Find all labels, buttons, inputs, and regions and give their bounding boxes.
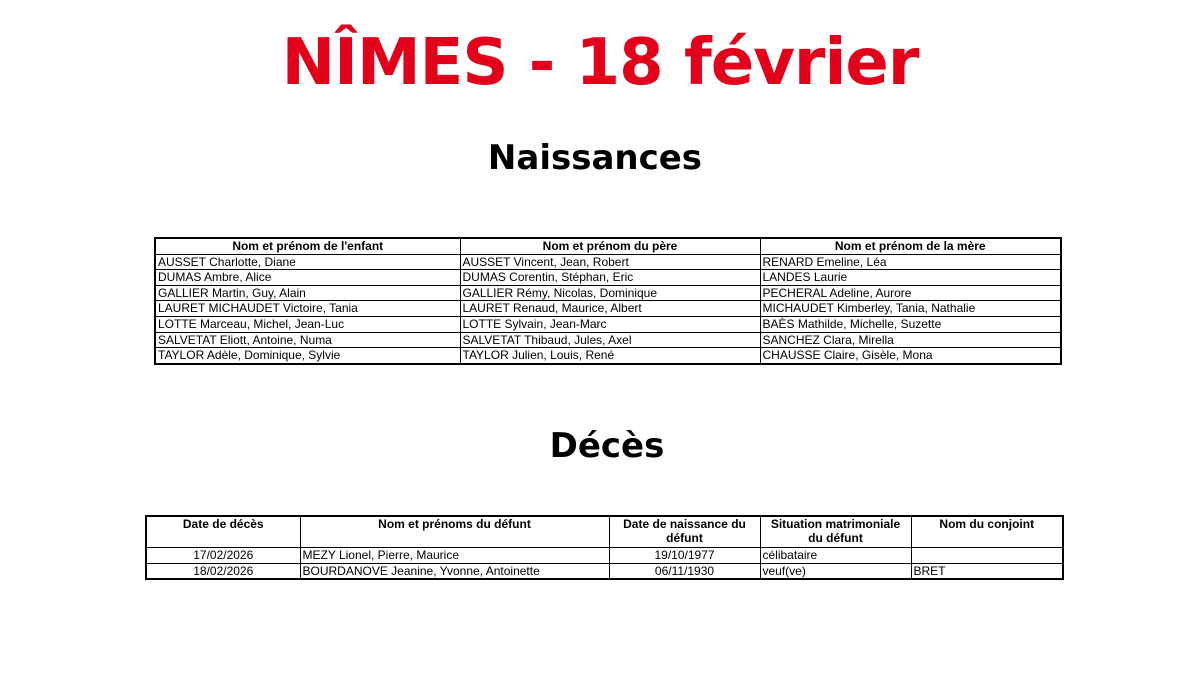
birth-date: 19/10/1977 [609,548,760,564]
deaths-header-date: Date de décès [146,516,300,548]
deaths-header-marital: Situation matrimoniale du défunt [760,516,911,548]
table-row [155,316,1061,332]
father-name: LOTTE Sylvain, Jean-Marc [460,316,760,332]
father-name: SALVETAT Thibaud, Jules, Axel [460,332,760,348]
child-name: SALVETAT Eliott, Antoine, Numa [155,332,460,348]
deceased-name: MEZY Lionel, Pierre, Maurice [300,548,609,564]
death-date: 18/02/2026 [146,563,300,579]
child-name: DUMAS Ambre, Alice [155,270,460,286]
child-name: LOTTE Marceau, Michel, Jean-Luc [155,316,460,332]
births-header-child: Nom et prénom de l'enfant [155,238,460,254]
table-row [155,270,1061,286]
births-header-mother: Nom et prénom de la mère [760,238,1061,254]
child-name: LAURET MICHAUDET Victoire, Tania [155,301,460,317]
table-row [146,548,1063,564]
table-row [155,348,1061,364]
father-name: DUMAS Corentin, Stéphan, Eric [460,270,760,286]
births-heading: Naissances [487,138,703,178]
mother-name: LANDES Laurie [760,270,1061,286]
spouse-name: BRET [911,563,1063,579]
page-title: NÎMES - 18 février [281,26,919,100]
deaths-header-spouse: Nom du conjoint [911,516,1063,548]
birth-date: 06/11/1930 [609,563,760,579]
births-header-father: Nom et prénom du père [460,238,760,254]
death-date: 17/02/2026 [146,548,300,564]
mother-name: BAÈS Mathilde, Michelle, Suzette [760,316,1061,332]
spouse-name [911,548,1063,564]
births-table [154,237,1062,365]
child-name: TAYLOR Adèle, Dominique, Sylvie [155,348,460,364]
deaths-header-birthdate: Date de naissance du défunt [609,516,760,548]
table-row [146,563,1063,579]
deaths-table [145,515,1064,580]
births-header-row [155,238,1061,254]
mother-name: PECHERAL Adeline, Aurore [760,285,1061,301]
deceased-name: BOURDANOVE Jeanine, Yvonne, Antoinette [300,563,609,579]
father-name: AUSSET Vincent, Jean, Robert [460,254,760,270]
father-name: TAYLOR Julien, Louis, René [460,348,760,364]
father-name: GALLIER Rémy, Nicolas, Dominique [460,285,760,301]
mother-name: CHAUSSE Claire, Gisèle, Mona [760,348,1061,364]
child-name: GALLIER Martin, Guy, Alain [155,285,460,301]
father-name: LAURET Renaud, Maurice, Albert [460,301,760,317]
deaths-header-name: Nom et prénoms du défunt [300,516,609,548]
mother-name: RENARD Emeline, Léa [760,254,1061,270]
marital-status: célibataire [760,548,911,564]
table-row [155,254,1061,270]
mother-name: SANCHEZ Clara, Mirella [760,332,1061,348]
child-name: AUSSET Charlotte, Diane [155,254,460,270]
mother-name: MICHAUDET Kimberley, Tania, Nathalie [760,301,1061,317]
table-row [155,332,1061,348]
marital-status: veuf(ve) [760,563,911,579]
deaths-heading: Décès [549,426,665,466]
deaths-header-row [146,516,1063,548]
table-row [155,285,1061,301]
table-row [155,301,1061,317]
